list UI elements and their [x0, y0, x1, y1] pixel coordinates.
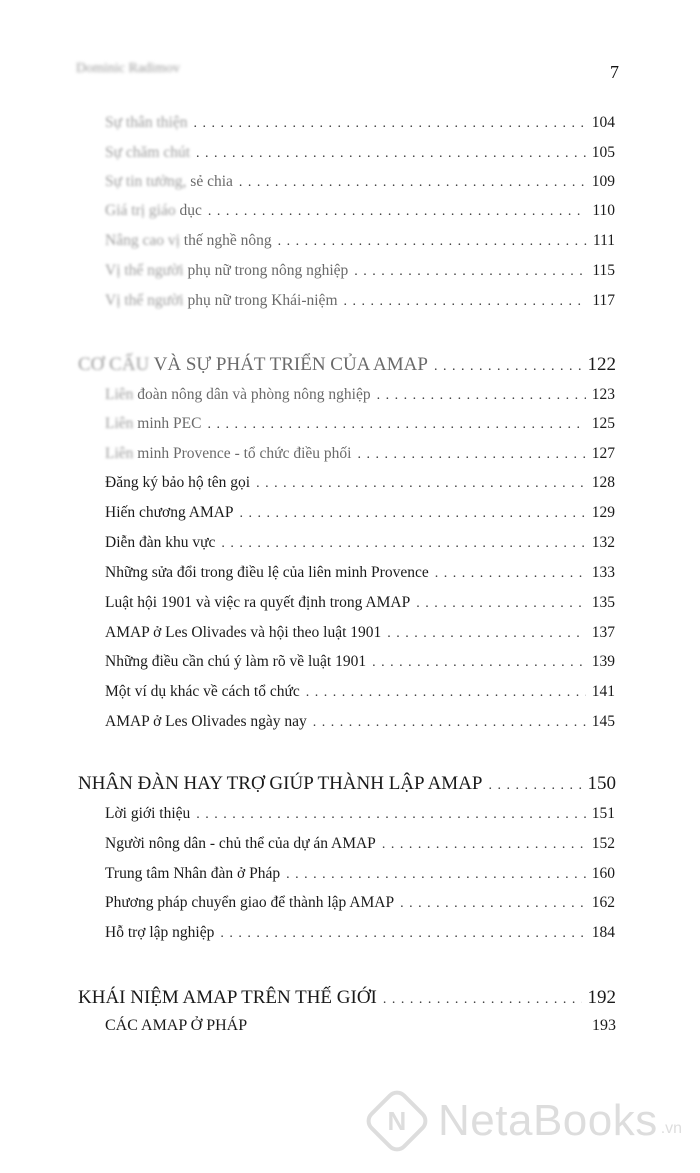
watermark-brand: NetaBooks — [438, 1096, 658, 1145]
toc-page: 122 — [587, 354, 616, 375]
toc-page: 133 — [591, 564, 615, 581]
toc-page: 141 — [591, 683, 615, 700]
toc-entry: Trung tâm Nhân đàn ở Pháp . . . 160 — [105, 865, 615, 883]
leader-dots — [416, 596, 586, 612]
leader-dots — [196, 807, 585, 823]
toc-entry: Vị thế người phụ nữ trong nông nghiệp . . . 115 — [105, 262, 615, 280]
leader-dots — [354, 264, 586, 280]
leader-dots — [435, 566, 586, 582]
toc-entry: Liên minh Provence - tổ chức điều phối . . . 127 — [105, 445, 615, 463]
leader-dots — [383, 992, 582, 1008]
leader-dots — [220, 926, 585, 942]
toc-page: 105 — [591, 144, 615, 161]
toc-page: 193 — [592, 1017, 616, 1034]
toc-page: 135 — [591, 594, 615, 611]
toc-entry: Sự chăm chút . . . 105 — [105, 144, 615, 162]
toc-section-heading: KHÁI NIỆM AMAP TRÊN THẾ GIỚI . . . 192 — [78, 987, 616, 1009]
toc-entry: Những sửa đổi trong điều lệ của liên minh Provence . . . 133 — [105, 564, 615, 582]
toc-page: 160 — [591, 865, 615, 882]
toc-page: 162 — [591, 894, 615, 911]
leader-dots — [286, 867, 586, 883]
leader-dots — [306, 685, 586, 701]
leader-dots — [489, 778, 582, 794]
toc-entry: Luật hội 1901 và việc ra quyết định trong AMAP . . . 135 — [105, 594, 615, 612]
leader-dots — [382, 837, 586, 853]
leader-dots — [357, 447, 585, 463]
toc-page: 117 — [592, 292, 615, 309]
leader-dots — [221, 536, 585, 552]
toc-page: 150 — [587, 773, 616, 794]
toc-page: 123 — [591, 386, 615, 403]
toc-page: 137 — [591, 624, 615, 641]
toc-entry: AMAP ở Les Olivades ngày nay . . . 145 — [105, 713, 615, 731]
toc-entry: Nâng cao vị thế nghề nông . . . 111 — [105, 232, 615, 250]
toc-page: 132 — [591, 534, 615, 551]
toc-entry: Sự thân thiện . . . 104 — [105, 114, 615, 132]
toc-section-heading: NHÂN ĐÀN HAY TRỢ GIÚP THÀNH LẬP AMAP . . . 150 — [78, 773, 616, 795]
toc-entry: Giá trị giáo dục . . . 110 — [105, 202, 615, 220]
toc-page: 151 — [591, 805, 615, 822]
leader-dots — [256, 476, 586, 492]
toc-entry: Đăng ký bảo hộ tên gọi . . . 128 — [105, 474, 615, 492]
toc-section-heading: CƠ CẤU VÀ SỰ PHÁT TRIỂN CỦA AMAP . . . 122 — [78, 354, 616, 376]
leader-dots — [240, 506, 586, 522]
toc-entry: Hiến chương AMAP . . . 129 — [105, 504, 615, 522]
toc-page: 111 — [592, 232, 615, 249]
leader-dots — [193, 116, 585, 132]
toc-entry: Sự tin tưởng, sẻ chia . . . 109 — [105, 173, 615, 191]
toc-page: 127 — [591, 445, 615, 462]
toc-entry: Vị thế người phụ nữ trong Khái-niệm . . . 117 — [105, 292, 615, 310]
toc-entry: Một ví dụ khác về cách tổ chức . . . 141 — [105, 683, 615, 701]
leader-dots — [344, 294, 587, 310]
leader-dots — [207, 417, 585, 433]
toc-entry: Phương pháp chuyển giao để thành lập AMAP . . . 162 — [105, 894, 615, 912]
leader-dots — [278, 234, 587, 250]
toc-subsection-heading: CÁC AMAP Ở PHÁP 193 — [105, 1017, 616, 1034]
toc-page: 145 — [591, 713, 615, 730]
toc-page: 192 — [587, 987, 616, 1008]
toc-entry: Hỗ trợ lập nghiệp . . . 184 — [105, 924, 615, 942]
toc-page: 109 — [591, 173, 615, 190]
leader-dots — [387, 626, 585, 642]
toc-entry: Liên minh PEC . . . 125 — [105, 415, 615, 433]
toc-page: 128 — [591, 474, 615, 491]
leader-dots — [239, 175, 586, 191]
page-number: 7 — [610, 62, 619, 82]
watermark-suffix: .vn — [660, 1120, 683, 1137]
netabooks-logo-icon: N — [362, 1086, 433, 1157]
toc-page: 110 — [592, 202, 615, 219]
leader-dots — [400, 896, 586, 912]
toc-entry: Liên đoàn nông dân và phòng nông nghiệp . . . 123 — [105, 386, 615, 404]
netabooks-watermark — [372, 1096, 682, 1146]
toc-entry: Diễn đàn khu vực . . . 132 — [105, 534, 615, 552]
toc-entry: Lời giới thiệu . . . 151 — [105, 805, 615, 823]
leader-dots — [313, 715, 586, 731]
toc-entry: Những điều cần chú ý làm rõ về luật 1901 . . . 139 — [105, 653, 615, 671]
toc-page: 139 — [591, 653, 615, 670]
toc-page: 184 — [591, 924, 615, 941]
toc-entry: Người nông dân - chủ thể của dự án AMAP . . . 152 — [105, 835, 615, 853]
toc-page: 125 — [591, 415, 615, 432]
toc-entry: AMAP ở Les Olivades và hội theo luật 1901 . . . 137 — [105, 624, 615, 642]
leader-dots — [377, 388, 586, 404]
running-head: Dominic Radimov — [76, 61, 180, 76]
leader-dots — [208, 204, 586, 220]
toc-page: 129 — [591, 504, 615, 521]
toc-page: 115 — [592, 262, 615, 279]
leader-dots — [434, 359, 582, 375]
toc-page: 152 — [591, 835, 615, 852]
leader-dots — [196, 146, 586, 162]
toc-page: 104 — [591, 114, 615, 131]
leader-dots — [372, 655, 586, 671]
